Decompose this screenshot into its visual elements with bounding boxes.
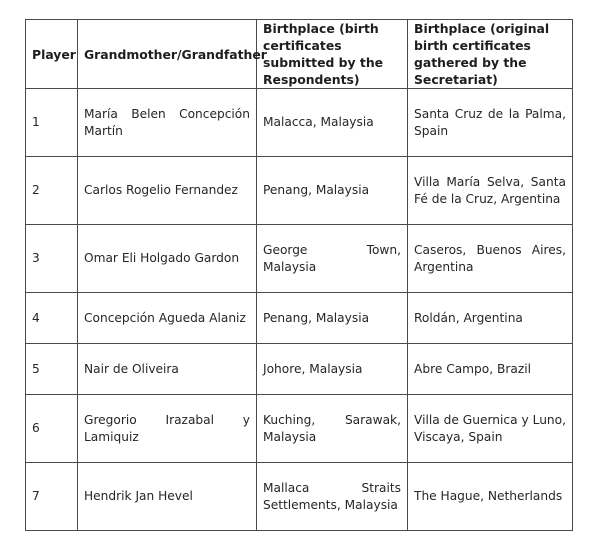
cell-birthplace-original: The Hague, Netherlands	[408, 463, 573, 531]
header-birthplace-submitted: Birthplace (birth certificates submitted by the Respondents)	[257, 20, 408, 89]
cell-player: 5	[26, 344, 78, 395]
table-row	[26, 225, 573, 293]
cell-player: 2	[26, 157, 78, 225]
cell-birthplace-original: Villa de Guernica y Luno, Viscaya, Spain	[408, 395, 573, 463]
cell-player: 7	[26, 463, 78, 531]
cell-grandparent: María Belen Concepción Martín	[78, 89, 257, 157]
cell-birthplace-submitted: George Town, Malaysia	[257, 225, 408, 293]
birthplace-comparison-table	[25, 19, 573, 531]
table-row	[26, 293, 573, 344]
cell-birthplace-submitted: Penang, Malaysia	[257, 293, 408, 344]
table-row	[26, 157, 573, 225]
table-row	[26, 89, 573, 157]
cell-birthplace-original: Caseros, Buenos Aires, Argentina	[408, 225, 573, 293]
cell-birthplace-original: Villa María Selva, Santa Fé de la Cruz, Argentina	[408, 157, 573, 225]
header-grandparent: Grandmother/Grandfather	[78, 20, 257, 89]
cell-grandparent: Omar Eli Holgado Gardon	[78, 225, 257, 293]
table-row	[26, 463, 573, 531]
cell-birthplace-submitted: Johore, Malaysia	[257, 344, 408, 395]
cell-player: 1	[26, 89, 78, 157]
table-row	[26, 344, 573, 395]
cell-birthplace-submitted: Mallaca Straits Settlements, Malaysia	[257, 463, 408, 531]
cell-birthplace-original: Roldán, Argentina	[408, 293, 573, 344]
table-header-row	[26, 20, 573, 89]
cell-birthplace-submitted: Malacca, Malaysia	[257, 89, 408, 157]
cell-grandparent: Nair de Oliveira	[78, 344, 257, 395]
cell-grandparent: Concepción Agueda Alaniz	[78, 293, 257, 344]
cell-birthplace-original: Abre Campo, Brazil	[408, 344, 573, 395]
table-row	[26, 395, 573, 463]
cell-grandparent: Hendrik Jan Hevel	[78, 463, 257, 531]
cell-player: 4	[26, 293, 78, 344]
cell-grandparent: Gregorio Irazabal y Lamiquiz	[78, 395, 257, 463]
cell-birthplace-submitted: Penang, Malaysia	[257, 157, 408, 225]
cell-birthplace-submitted: Kuching, Sarawak, Malaysia	[257, 395, 408, 463]
cell-birthplace-original: Santa Cruz de la Palma, Spain	[408, 89, 573, 157]
header-birthplace-original: Birthplace (original birth certificates gathered by the Secretariat)	[408, 20, 573, 89]
cell-grandparent: Carlos Rogelio Fernandez	[78, 157, 257, 225]
header-player: Player	[26, 20, 78, 89]
cell-player: 6	[26, 395, 78, 463]
cell-player: 3	[26, 225, 78, 293]
